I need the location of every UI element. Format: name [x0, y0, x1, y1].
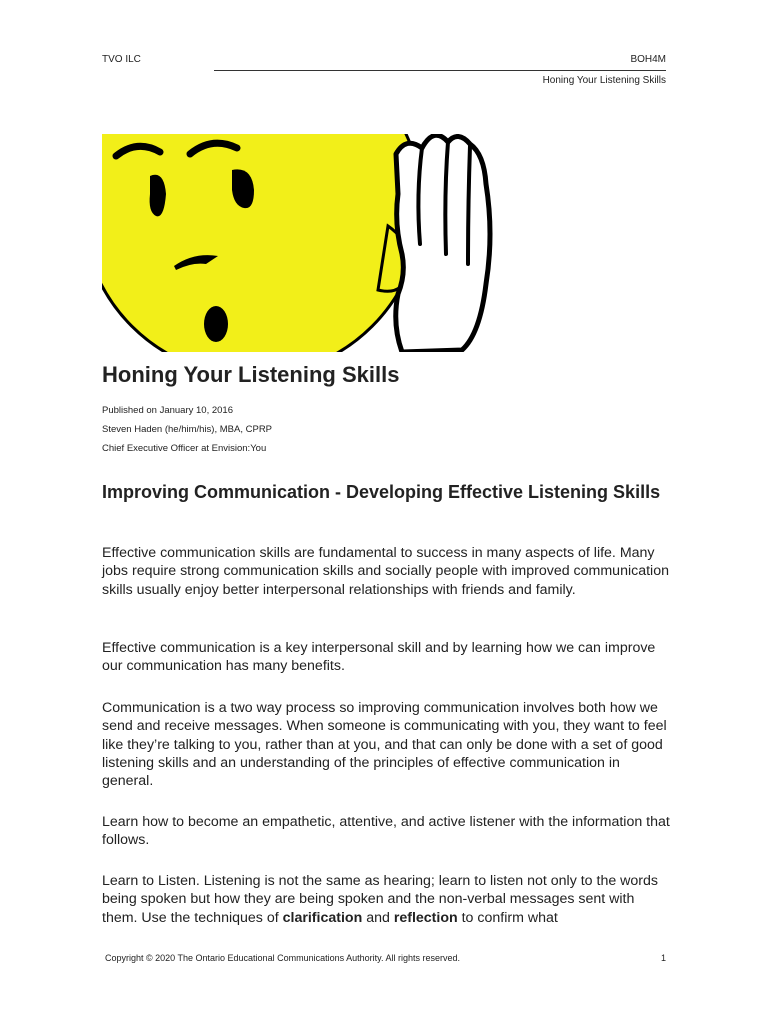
paragraph-5 [102, 872, 672, 927]
page-number: 1 [660, 953, 666, 963]
page-header-subtitle: Honing Your Listening Skills [542, 75, 666, 86]
term-reflection: reflection [393, 909, 458, 926]
header-rule [214, 70, 666, 71]
paragraph-5-text-1: Learn to Listen. Listening is not the same as hearing; learn to listen not only to the words being spoken but how they are being spoken and the non-verbal messages sent with them. Use the techniques of [102, 873, 659, 926]
emoji-mouth [204, 306, 228, 342]
term-clarification: clarification [282, 909, 363, 926]
paragraph-2: Effective communication is a key interpersonal skill and by learning how we can improve our communication has many benefits. [102, 640, 656, 675]
page-header-right: BOH4M [630, 54, 666, 65]
paragraph-4: Learn how to become an empathetic, attentive, and active listener with the information that follows. [102, 814, 670, 849]
page-header-left: TVO ILC [102, 54, 141, 65]
paragraph-5-text-2: and [362, 909, 394, 926]
paragraph-1: Effective communication skills are fundamental to success in many aspects of life. Many jobs require strong communication skills and socially people with improved communication skills usually enjoy better interpersonal relationships with friends and family. [102, 545, 669, 598]
author-role: Chief Executive Officer at Envision:You [102, 443, 267, 454]
footer-copyright: Copyright © 2020 The Ontario Educational Communications Authority. All rights reserved. [105, 953, 460, 963]
emoji-face [102, 134, 422, 352]
emoji-hand-finger-line-3 [468, 146, 470, 264]
section-heading: Improving Communication - Developing Effective Listening Skills [102, 482, 661, 502]
listening-emoji-cupped-ear-icon [102, 134, 502, 352]
author-name: Steven Haden (he/him/his), MBA, CPRP [102, 424, 273, 435]
paragraph-3: Communication is a two way process so improving communication involves both how we send and receive messages. When someone is communicating with you, they want to feel like they’re talking to you, rather than at you, and that can only be done with a set of good listening skills and an understanding of the principles of effective communication in general. [102, 700, 667, 790]
paragraph-5-text-3: to confirm what [457, 909, 558, 926]
published-date: Published on January 10, 2016 [102, 405, 233, 416]
emoji-hand [396, 135, 490, 352]
article-title: Honing Your Listening Skills [102, 362, 400, 387]
